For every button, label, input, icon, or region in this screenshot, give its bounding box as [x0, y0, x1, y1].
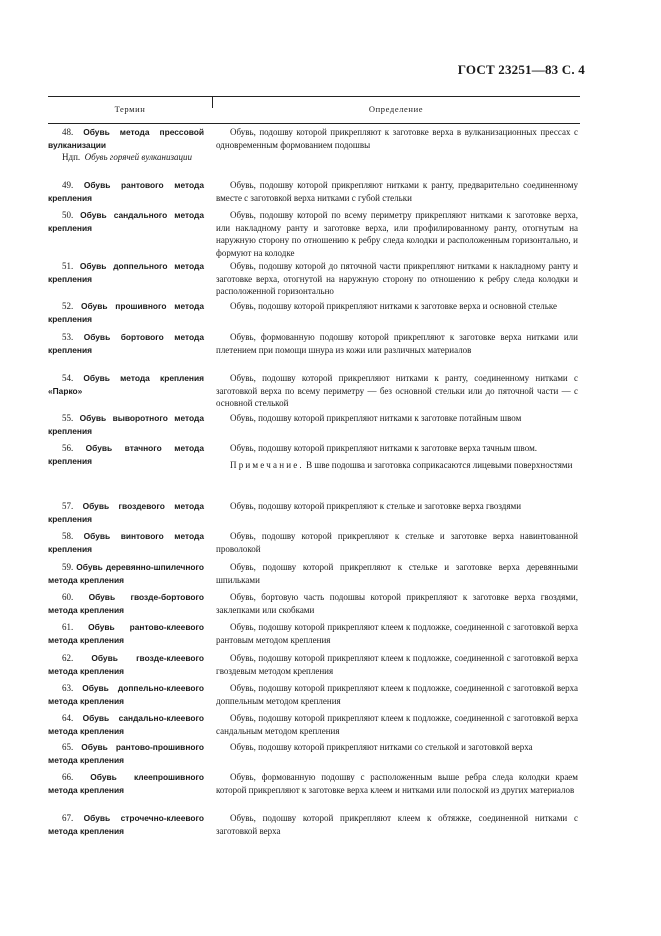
definition-cell: Обувь, бортовую часть подошвы которой прикрепляют к заготовке верха гвоздями, заклепками или скобками — [216, 592, 578, 615]
term-cell: 59. Обувь деревянно-шпилечного метода крепления — [48, 562, 204, 585]
term-cell: 57. Обувь гвоздевого метода крепления — [48, 501, 204, 524]
definition-cell: Обувь, подошву которой прикрепляют нитками к ранту, соединенному нитками с заготовкой верха по всему периметру — без основной стельки или до пяточной части — с основной стелькой — [216, 373, 578, 409]
definition-cell: Обувь, подошву которой прикрепляют нитками к заготовке потайным швом — [230, 413, 522, 423]
term-cell: 61. Обувь рантово-клеевого метода крепления — [48, 622, 204, 645]
term-name: Обувь деревянно-шпилечного метода крепления — [48, 562, 204, 585]
definition-cell: Обувь, подошву которой прикрепляют клеем к подложке, соединенной с заготовкой верха доппельным методом крепления — [216, 683, 578, 706]
definition-cell: Обувь, подошву которой прикрепляют к заготовке верха в вулканизационных прессах с одновременным формованием подошвы — [216, 127, 578, 150]
definition-cell: Обувь, формованную подошву которой прикрепляют к заготовке верха нитками или плетением при помощи шнура из кожи или различных материалов — [216, 332, 578, 355]
definition-cell: Обувь, подошву которой прикрепляют клеем к обтяжке, соединенной нитками с заготовкой верха — [216, 813, 578, 836]
term-synonym: Ндп. Обувь горячей вулканизации — [62, 152, 192, 163]
column-divider — [212, 96, 213, 108]
definition-cell: Обувь, подошву которой прикрепляют к стельке и заготовке верха деревянными шпильками — [216, 562, 578, 585]
term-name: Обувь рантового метода крепления — [48, 180, 205, 203]
term-name: Обувь строчечно-клеевого метода крепления — [48, 813, 204, 836]
definition-cell: Обувь, подошву которой по всему периметру прикрепляют нитками к заготовке верха, или накладному ранту и заготовке верха, или профилированному ранту, отогнутым на наружную сторону по отношению к ребру следа колодки и расположенным горизонтально, и формуют на колодке — [216, 210, 578, 258]
term-cell: 50. Обувь сандального метода крепления — [48, 210, 204, 233]
term-cell: 67. Обувь строчечно-клеевого метода крепления — [48, 813, 204, 836]
note-label: Примечание. — [230, 459, 304, 470]
term-name: Обувь клеепрошивного метода крепления — [48, 772, 204, 795]
definition-cell: Обувь, подошву которой прикрепляют клеем к подложке, соединенной с заготовкой верха гвоздевым методом крепления — [216, 653, 578, 676]
term-name: Обувь винтового метода крепления — [48, 531, 205, 554]
term-cell: 64. Обувь сандально-клеевого метода крепления — [48, 713, 204, 736]
term-cell: 60. Обувь гвоздe-бортового метода крепления — [48, 592, 204, 615]
term-name: Обувь гвоздевого метода крепления — [48, 501, 204, 524]
term-name: Обувь бортового метода крепления — [48, 332, 204, 355]
definition-cell: Обувь, подошву которой до пяточной части прикрепляют нитками к накладному ранту и заготовке верха, отогнутой на наружную сторону по отношению к ребру следа колодки и расположенной горизонтально — [216, 261, 578, 297]
table-top-rule — [48, 96, 580, 97]
page-header: ГОСТ 23251—83 С. 4 — [457, 62, 585, 77]
term-cell: 66. Обувь клеепрошивного метода крепления — [48, 772, 204, 795]
definition-cell: Обувь, подошву которой прикрепляют нитками к заготовке верха тачным швом. Примечание. В шве подошва и заготовка соприкасаются лицевыми поверхностями — [216, 442, 578, 471]
term-cell: 54. Обувь метода крепления «Парко» — [48, 373, 204, 396]
term-cell: 48. Обувь метода прессовой вулканизации Ндп. Обувь горячей вулканизации — [48, 127, 204, 163]
term-name: Обувь сандального метода крепления — [48, 210, 204, 233]
definition-cell: Обувь, подошву которой прикрепляют клеем к подложке, соединенной с заготовкой верха сандальным методом крепления — [216, 713, 578, 736]
column-header-definition: Определение — [368, 104, 424, 114]
term-cell: 63. Обувь доппельно-клеевого метода крепления — [48, 683, 204, 706]
term-cell: 53. Обувь бортового метода крепления — [48, 332, 204, 355]
term-name: Обувь гвоздe-бортового метода крепления — [48, 592, 204, 615]
term-name: Обувь метода крепления «Парко» — [48, 373, 204, 396]
term-name: Обувь метода прессовой вулканизации — [48, 127, 204, 150]
definition-cell: Обувь, подошву которой прикрепляют нитками со стелькой и заготовкой верха — [230, 742, 533, 752]
definition-cell: Обувь, подошву которой прикрепляют к стельке и заготовке верха гвоздями — [230, 501, 522, 511]
definition-cell: Обувь, подошву которой прикрепляют нитками к ранту, предварительно соединенному вместе с заготовкой верха нитками с губой стельки — [216, 180, 578, 203]
term-name: Обувь втачного метода крепления — [48, 443, 204, 466]
term-cell: 58. Обувь винтового метода крепления — [48, 531, 205, 554]
definition-cell: Обувь, подошву которой прикрепляют к стельке и заготовке верха навинтованной проволокой — [216, 531, 578, 554]
header-bottom-rule — [48, 123, 580, 124]
term-name: Обувь доппельно-клеевого метода крепления — [48, 683, 204, 706]
term-cell: 51. Обувь доппельного метода крепления — [48, 261, 204, 284]
term-cell: 55. Обувь выворотного метода крепления — [48, 413, 204, 436]
term-name: Обувь гвоздe-клеевого метода крепления — [48, 653, 204, 676]
note — [216, 459, 578, 472]
term-name: Обувь выворотного метода крепления — [48, 413, 204, 436]
definition-cell: Обувь, формованную подошву с расположенным выше ребра следа колодки краем которой прикрепляют к заготовке верха клеем и нитками или полоской из других материалов — [216, 772, 578, 795]
term-name: Обувь доппельного метода крепления — [48, 261, 204, 284]
column-header-term: Термин — [114, 104, 146, 114]
note-text: В шве подошва и заготовка соприкасаются лицевыми поверхностями — [306, 459, 573, 470]
term-cell: 52. Обувь прошивного метода крепления — [48, 301, 204, 324]
term-name: Обувь сандально-клеевого метода крепления — [48, 713, 204, 736]
term-cell: 65. Обувь рантово-прошивного метода крепления — [48, 742, 204, 765]
definition-cell: Обувь, подошву которой прикрепляют нитками к заготовке верха и основной стельке — [230, 301, 558, 311]
term-name: Обувь рантово-клеевого метода крепления — [48, 622, 204, 645]
term-cell: 49. Обувь рантового метода крепления — [48, 180, 205, 203]
term-cell: 62. Обувь гвоздe-клеевого метода крепления — [48, 653, 204, 676]
term-name: Обувь рантово-прошивного метода крепления — [48, 742, 204, 765]
term-name: Обувь прошивного метода крепления — [48, 301, 204, 324]
term-cell: 56. Обувь втачного метода крепления — [48, 443, 204, 466]
definition-cell: Обувь, подошву которой прикрепляют клеем к подложке, соединенной с заготовкой верха рантовым методом крепления — [216, 622, 578, 645]
